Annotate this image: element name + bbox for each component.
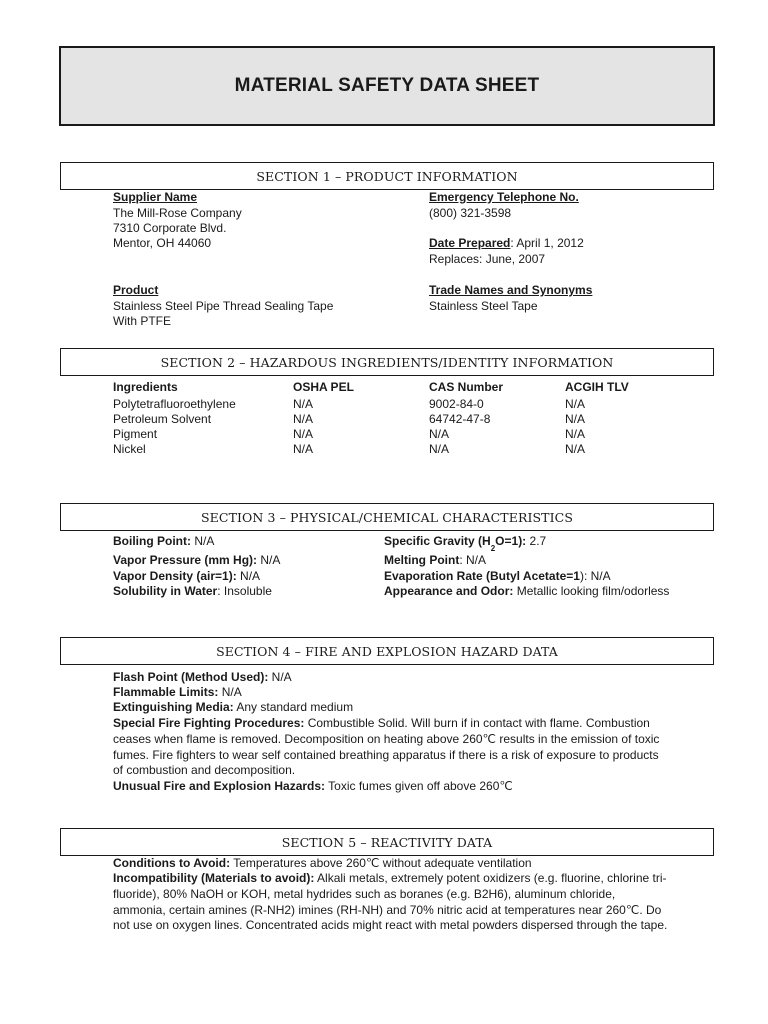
section-2-header — [60, 348, 714, 376]
evaporation-rate — [384, 569, 611, 585]
supplier-line-1: The Mill-Rose Company — [113, 206, 242, 220]
prop-value: N/A — [190, 534, 215, 548]
table-cell: N/A — [565, 412, 586, 426]
table-cell: Petroleum Solvent — [113, 412, 212, 426]
prop-value: ): N/A — [579, 569, 611, 583]
table-cell: N/A — [565, 427, 586, 441]
prop-label: Appearance and Odor: — [384, 584, 514, 598]
prop-label: O=1): — [495, 534, 527, 548]
solubility — [113, 584, 272, 600]
prop-label: Unusual Fire and Explosion Hazards: — [113, 779, 326, 793]
table-cell: Pigment — [113, 427, 158, 441]
table-cell: N/A — [293, 397, 314, 411]
incompatibility — [113, 871, 668, 934]
trade-names-label: Trade Names and Synonyms — [429, 283, 593, 297]
prop-label: Melting Point — [384, 553, 460, 567]
boiling-point — [113, 534, 214, 550]
col-header-ingredients: Ingredients — [113, 380, 178, 394]
section-1-header — [60, 162, 714, 190]
section-4-heading: SECTION 4 – FIRE AND EXPLOSION HAZARD DATA — [216, 643, 558, 659]
table-cell: N/A — [565, 442, 586, 456]
product-line-1: Stainless Steel Pipe Thread Sealing Tape — [113, 299, 334, 313]
prop-value: Alkali metals, extremely potent oxidizers (e.g. fluorine, chlorine tri- fluoride), 80% NaOH or KOH, metal hydrides such as boranes (e.g. B2H6), aluminum chloride, ammonia, certain amines (R-NH2) imines (RH-NH) and 70% nitric acid at temperatures near 260℃. Do not use on oxygen lines. Concentrated acids might react with metal powders dispersed through the tape. — [113, 871, 668, 933]
vapor-pressure — [113, 553, 280, 569]
section-5-heading: SECTION 5 – REACTIVITY DATA — [281, 834, 493, 850]
section-1-heading: SECTION 1 – PRODUCT INFORMATION — [256, 168, 518, 184]
prop-label: Flash Point (Method Used): — [113, 670, 269, 684]
document-title: MATERIAL SAFETY DATA SHEET — [234, 75, 540, 96]
table-cell: Nickel — [113, 442, 146, 456]
extinguishing-media — [113, 700, 353, 716]
unusual-hazards — [113, 779, 513, 795]
prop-label: Extinguishing Media: — [113, 700, 234, 714]
prop-value: : Insoluble — [217, 584, 272, 598]
vapor-density — [113, 569, 260, 585]
prop-value: N/A — [268, 670, 292, 684]
title-box — [59, 46, 715, 126]
prop-label: Evaporation Rate (Butyl Acetate=1 — [384, 569, 580, 583]
table-cell: N/A — [293, 427, 314, 441]
prop-label: Incompatibility (Materials to avoid): — [113, 871, 315, 885]
supplier-line-3: Mentor, OH 44060 — [113, 236, 212, 250]
prop-value: 2.7 — [526, 534, 547, 548]
prop-value: Temperatures above 260℃ without adequate ventilation — [230, 856, 532, 870]
emergency-label: Emergency Telephone No. — [429, 190, 579, 204]
section-3-header — [60, 503, 714, 531]
prop-label: Boiling Point: — [113, 534, 191, 548]
col-header-osha-pel: OSHA PEL — [293, 380, 354, 394]
prop-value: N/A — [236, 569, 261, 583]
flash-point — [113, 670, 292, 686]
prop-value: : N/A — [459, 553, 486, 567]
prop-label: Special Fire Fighting Procedures: — [113, 716, 305, 730]
prop-value: N/A — [218, 685, 242, 699]
section-5-header — [60, 828, 714, 856]
section-3-heading: SECTION 3 – PHYSICAL/CHEMICAL CHARACTERISTICS — [201, 509, 573, 525]
date-label: Date Prepared — [429, 236, 511, 250]
special-fire-procedures — [113, 716, 668, 779]
emergency-phone: (800) 321-3598 — [429, 206, 512, 220]
table-cell: N/A — [565, 397, 586, 411]
table-cell: N/A — [293, 442, 314, 456]
date-prepared — [429, 236, 584, 252]
table-cell: N/A — [429, 427, 450, 441]
prop-label: Solubility in Water — [113, 584, 218, 598]
supplier-label: Supplier Name — [113, 190, 198, 204]
prop-value: Any standard medium — [233, 700, 354, 714]
col-header-acgih-tlv: ACGIH TLV — [565, 380, 629, 394]
conditions-to-avoid — [113, 856, 532, 872]
prop-value: N/A — [257, 553, 281, 567]
table-cell: 9002-84-0 — [429, 397, 484, 411]
subscript: 2 — [490, 544, 496, 553]
section-4-header — [60, 637, 714, 665]
prop-label: Vapor Density (air=1): — [113, 569, 237, 583]
section-2-heading: SECTION 2 – HAZARDOUS INGREDIENTS/IDENTITY INFORMATION — [160, 354, 614, 370]
prop-label: Specific Gravity (H — [384, 534, 491, 548]
prop-label: Vapor Pressure (mm Hg): — [113, 553, 258, 567]
date-value: : April 1, 2012 — [510, 236, 584, 250]
prop-label: Conditions to Avoid: — [113, 856, 231, 870]
product-label: Product — [113, 283, 159, 297]
prop-value: Toxic fumes given off above 260℃ — [325, 779, 513, 793]
flammable-limits — [113, 685, 242, 701]
appearance-odor — [384, 584, 669, 600]
table-cell: Polytetrafluoroethylene — [113, 397, 236, 411]
table-cell: N/A — [293, 412, 314, 426]
col-header-cas-number: CAS Number — [429, 380, 504, 394]
replaces-date: Replaces: June, 2007 — [429, 252, 546, 266]
prop-label: Flammable Limits: — [113, 685, 219, 699]
trade-names-value: Stainless Steel Tape — [429, 299, 538, 313]
melting-point — [384, 553, 486, 569]
table-cell: N/A — [429, 442, 450, 456]
prop-value: Metallic looking film/odorless — [513, 584, 670, 598]
product-line-2: With PTFE — [113, 314, 172, 328]
prop-value: Combustible Solid. Will burn if in contact with flame. Combustion ceases when flame is removed. Decomposition on heating above 260℃ results in the emission of toxic fumes. Fire fighters to wear self contained breathing apparatus if there is a risk of exposure to products of combustion and decomposition. — [113, 716, 660, 778]
table-cell: 64742-47-8 — [429, 412, 491, 426]
supplier-line-2: 7310 Corporate Blvd. — [113, 221, 227, 235]
